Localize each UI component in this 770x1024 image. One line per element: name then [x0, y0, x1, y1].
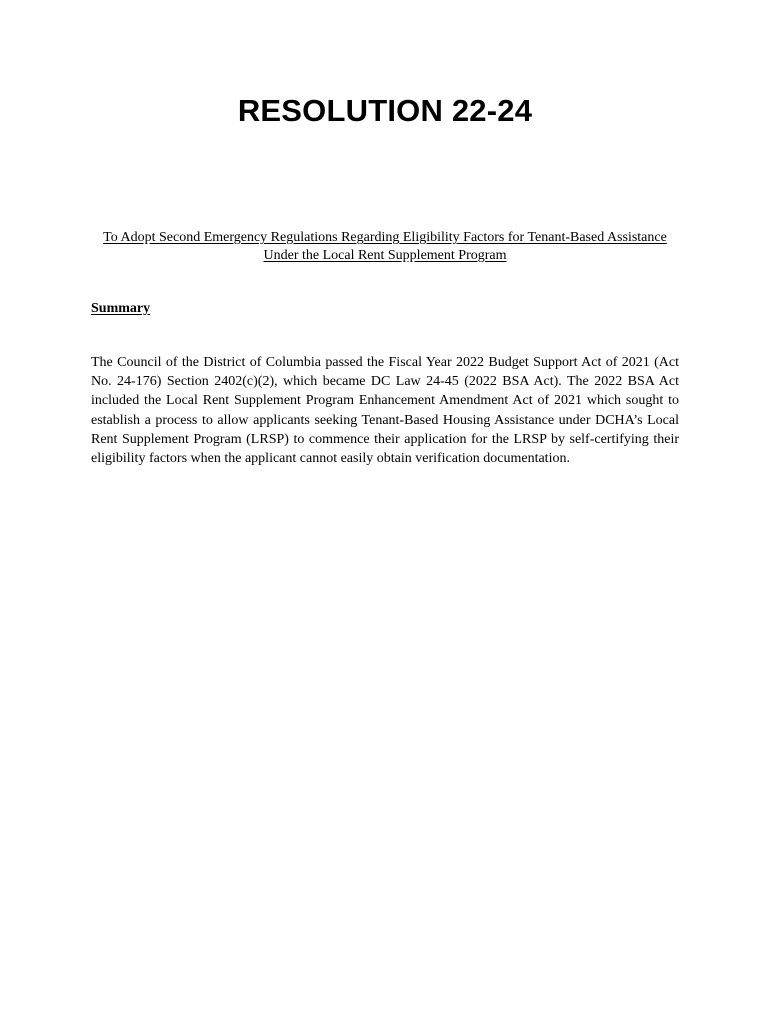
- document-title: RESOLUTION 22-24: [237, 93, 533, 128]
- document-subtitle-text: To Adopt Second Emergency Regulations Regarding Eligibility Factors for Tenant-Based Assistance Under the Local Rent Supplement Program: [103, 230, 667, 263]
- summary-heading: Summary: [91, 301, 151, 316]
- document-subtitle: [90, 229, 680, 265]
- summary-paragraph: The Council of the District of Columbia passed the Fiscal Year 2022 Budget Support Act of 2021 (Act No. 24-176) Section 2402(c)(2), which became DC Law 24-45 (2022 BSA Act). The 2022 BSA Act included the Local Rent Supplement Program Enhancement Amendment Act of 2021 which sought to establish a process to allow applicants seeking Tenant-Based Housing Assistance under DCHA’s Local Rent Supplement Program (LRSP) to commence their application for the LRSP by self-certifying their eligibility factors when the applicant cannot easily obtain verification documentation.: [91, 355, 679, 467]
